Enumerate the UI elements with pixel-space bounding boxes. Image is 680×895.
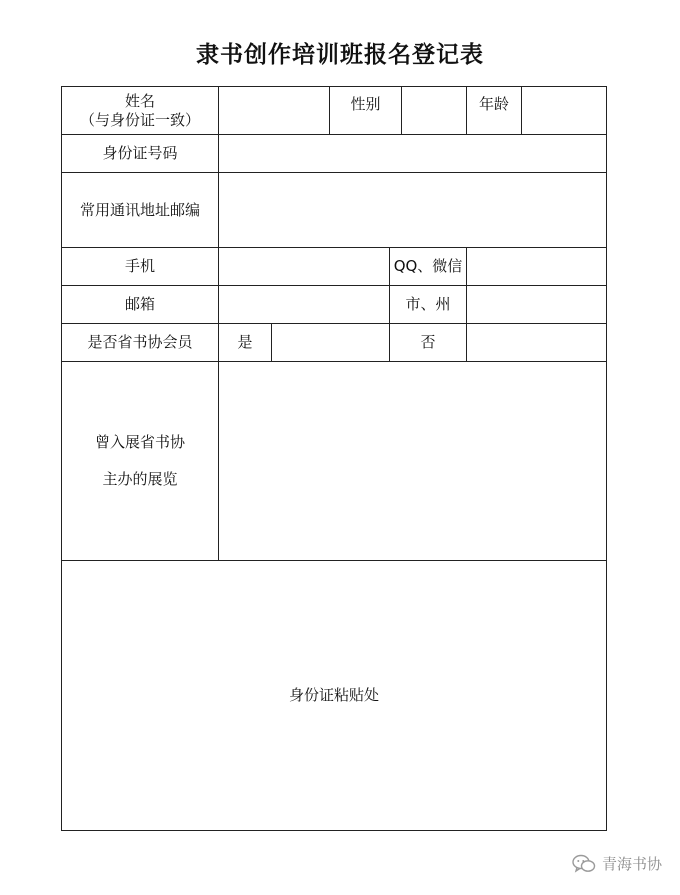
exhibitions-label-cell xyxy=(61,361,219,561)
phone-label-cell xyxy=(61,247,219,286)
id-number-label: 身份证号码 xyxy=(102,144,178,162)
gender-label-cell xyxy=(329,86,402,135)
id-number-input[interactable] xyxy=(218,134,607,173)
email-label: 邮箱 xyxy=(124,295,155,313)
member-label: 是否省书协会员 xyxy=(87,333,193,351)
member-no-label: 否 xyxy=(420,333,436,351)
gender-input[interactable] xyxy=(401,86,467,135)
watermark xyxy=(572,853,662,874)
name-hint: （与身份证一致） xyxy=(79,110,200,129)
address-label: 常用通讯地址邮编 xyxy=(79,200,200,219)
member-label-cell xyxy=(61,323,219,362)
email-label-cell xyxy=(61,285,219,324)
address-label-cell xyxy=(61,172,219,248)
address-input[interactable] xyxy=(218,172,607,248)
watermark-account-name: 青海书协 xyxy=(601,855,662,873)
city-label-cell xyxy=(389,285,467,324)
id-card-paste-label: 身份证粘贴处 xyxy=(288,686,379,704)
member-yes-input[interactable] xyxy=(271,323,390,362)
name-label-cell xyxy=(61,86,219,135)
form-title: 隶书创作培训班报名登记表 xyxy=(196,41,484,68)
phone-input[interactable] xyxy=(218,247,390,286)
exhibitions-label: 曾入展省书协 xyxy=(94,433,185,451)
name-input[interactable] xyxy=(218,86,330,135)
wechat-icon xyxy=(572,854,596,874)
member-no-input[interactable] xyxy=(466,323,607,362)
id-number-label-cell xyxy=(61,134,219,173)
city-input[interactable] xyxy=(466,285,607,324)
registration-form xyxy=(62,87,607,832)
qq-wechat-label-cell xyxy=(389,247,467,286)
exhibitions-input[interactable] xyxy=(218,361,607,561)
gender-label: 性别 xyxy=(350,95,381,113)
qq-wechat-input[interactable] xyxy=(466,247,607,286)
name-label: 姓名 xyxy=(124,91,155,110)
age-input[interactable] xyxy=(521,86,607,135)
member-yes-label: 是 xyxy=(237,333,253,351)
member-yes-label-cell xyxy=(218,323,272,362)
city-label: 市、州 xyxy=(405,295,451,313)
email-input[interactable] xyxy=(218,285,390,324)
member-no-label-cell xyxy=(389,323,467,362)
exhibitions-label-2: 主办的展览 xyxy=(102,470,178,488)
age-label: 年龄 xyxy=(478,95,509,113)
age-label-cell xyxy=(466,86,522,135)
phone-label: 手机 xyxy=(124,257,155,275)
id-card-paste-area[interactable] xyxy=(61,560,607,831)
qq-wechat-label: QQ、微信 xyxy=(393,257,463,275)
